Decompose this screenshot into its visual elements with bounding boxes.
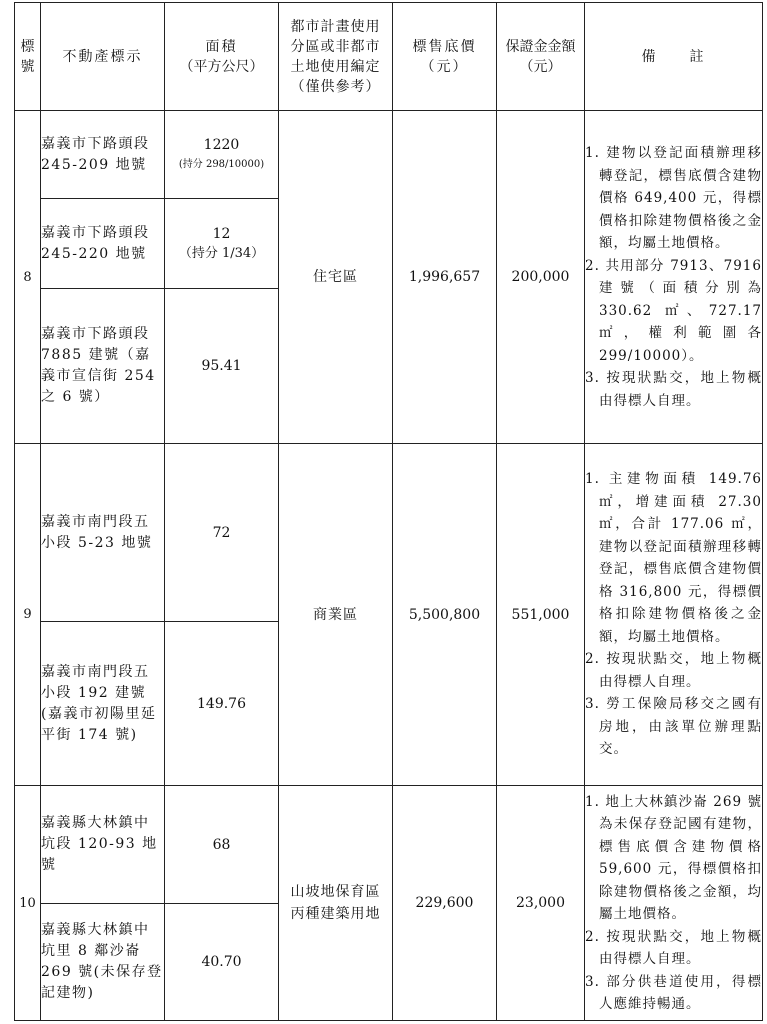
area-value: 72 [212, 524, 231, 541]
area-cell [165, 289, 279, 444]
reserve-price: 5,500,800 [393, 444, 497, 786]
zoning-cell: 商業區 [279, 444, 393, 786]
area-value: 149.76 [197, 695, 246, 712]
property-location: 嘉義市下路頭段 7885 建號（嘉義市宣信街 254 之 6 號） [41, 289, 165, 444]
header-price-line1: 標售底價 [412, 38, 477, 55]
zoning-line2: 丙種建築用地 [290, 906, 381, 922]
deposit-amount: 23,000 [497, 786, 585, 1021]
area-share-note: （持分 1/34） [178, 245, 265, 261]
header-deposit [497, 3, 585, 111]
remarks-cell [585, 444, 763, 786]
area-cell [165, 111, 279, 199]
remark-item: 1. 地上大林鎮沙崙 269 號為未保存登記國有建物，標售底價含建物價格 59,600 元，得標價格扣除建物價格後之金額，均屬土地價格。 [585, 793, 762, 922]
zoning-line1: 山坡地保育區 [290, 884, 381, 900]
area-value: 68 [212, 836, 231, 853]
remark-item: 1. 主建物面積 149.76 ㎡，增建面積 27.30 ㎡，合計 177.06 ㎡，建物以登記面積辦理移轉登記，標售底價含建物價格 316,800 元，得標價格扣除建物價格後之金額，均屬土地價格。 [585, 471, 762, 645]
area-cell [165, 444, 279, 622]
reserve-price: 1,996,657 [393, 111, 497, 444]
remarks-cell [585, 786, 763, 1021]
header-no: 標號 [15, 3, 41, 111]
remark-item: 2. 共用部分 7913、7916 建號（面積分別為 330.62 ㎡、727.17 ㎡，權利範圍各 299/10000）。 [585, 257, 762, 364]
reserve-price: 229,600 [393, 786, 497, 1021]
header-deposit-line1: 保證金金額 [505, 38, 576, 55]
deposit-amount: 551,000 [497, 444, 585, 786]
table-row [15, 786, 763, 904]
group-number: 8 [15, 111, 41, 444]
header-property: 不動產標示 [41, 3, 165, 111]
property-location: 嘉義縣大林鎮中坑段 120-93 地號 [41, 786, 165, 904]
table-row [15, 444, 763, 622]
property-location: 嘉義市南門段五小段 192 建號(嘉義市初陽里延平街 174 號) [41, 622, 165, 786]
header-zoning: 都市計畫使用分區或非都市土地使用編定（僅供參考） [279, 3, 393, 111]
property-location: 嘉義市下路頭段 245-220 地號 [41, 199, 165, 289]
area-value: 95.41 [201, 358, 242, 374]
header-price [393, 3, 497, 111]
remark-item: 2. 按現狀點交，地上物概由得標人自理。 [585, 928, 762, 967]
table-row [15, 111, 763, 199]
property-location: 嘉義市南門段五小段 5-23 地號 [41, 444, 165, 622]
area-share-note: (持分 298/10000) [178, 158, 265, 170]
area-value: 1220 [203, 136, 240, 153]
header-remarks: 備 註 [585, 3, 763, 111]
area-cell [165, 786, 279, 904]
area-cell [165, 622, 279, 786]
area-value: 40.70 [201, 954, 242, 970]
area-value: 12 [212, 225, 231, 242]
zoning-cell: 住宅區 [279, 111, 393, 444]
area-cell [165, 199, 279, 289]
remark-item: 3. 按現狀點交，地上物概由得標人自理。 [585, 370, 762, 409]
property-location: 嘉義縣大林鎮中坑里 8 鄰沙崙 269 號(未保存登記建物) [41, 904, 165, 1021]
header-area-line2: （平方公尺） [179, 58, 264, 75]
header-area-line1: 面積 [205, 38, 238, 55]
remarks-cell [585, 111, 763, 444]
remark-item: 3. 勞工保險局移交之國有房地，由該單位辦理點交。 [585, 696, 762, 758]
header-area [165, 3, 279, 111]
auction-property-table [14, 2, 763, 1021]
header-deposit-line2: （元） [519, 58, 562, 75]
group-number: 10 [15, 786, 41, 1021]
header-price-line2: （元） [420, 58, 469, 75]
remark-item: 3. 部分供巷道使用，得標人應維持暢通。 [585, 973, 762, 1012]
area-cell [165, 904, 279, 1021]
property-location: 嘉義市下路頭段 245-209 地號 [41, 111, 165, 199]
zoning-cell [279, 786, 393, 1021]
header-row [15, 3, 763, 111]
remark-item: 1. 建物以登記面積辦理移轉登記，標售底價含建物價格 649,400 元，得標價格扣除建物價格後之金額，均屬土地價格。 [585, 145, 762, 251]
remark-item: 2. 按現狀點交，地上物概由得標人自理。 [585, 651, 762, 690]
group-number: 9 [15, 444, 41, 786]
deposit-amount: 200,000 [497, 111, 585, 444]
